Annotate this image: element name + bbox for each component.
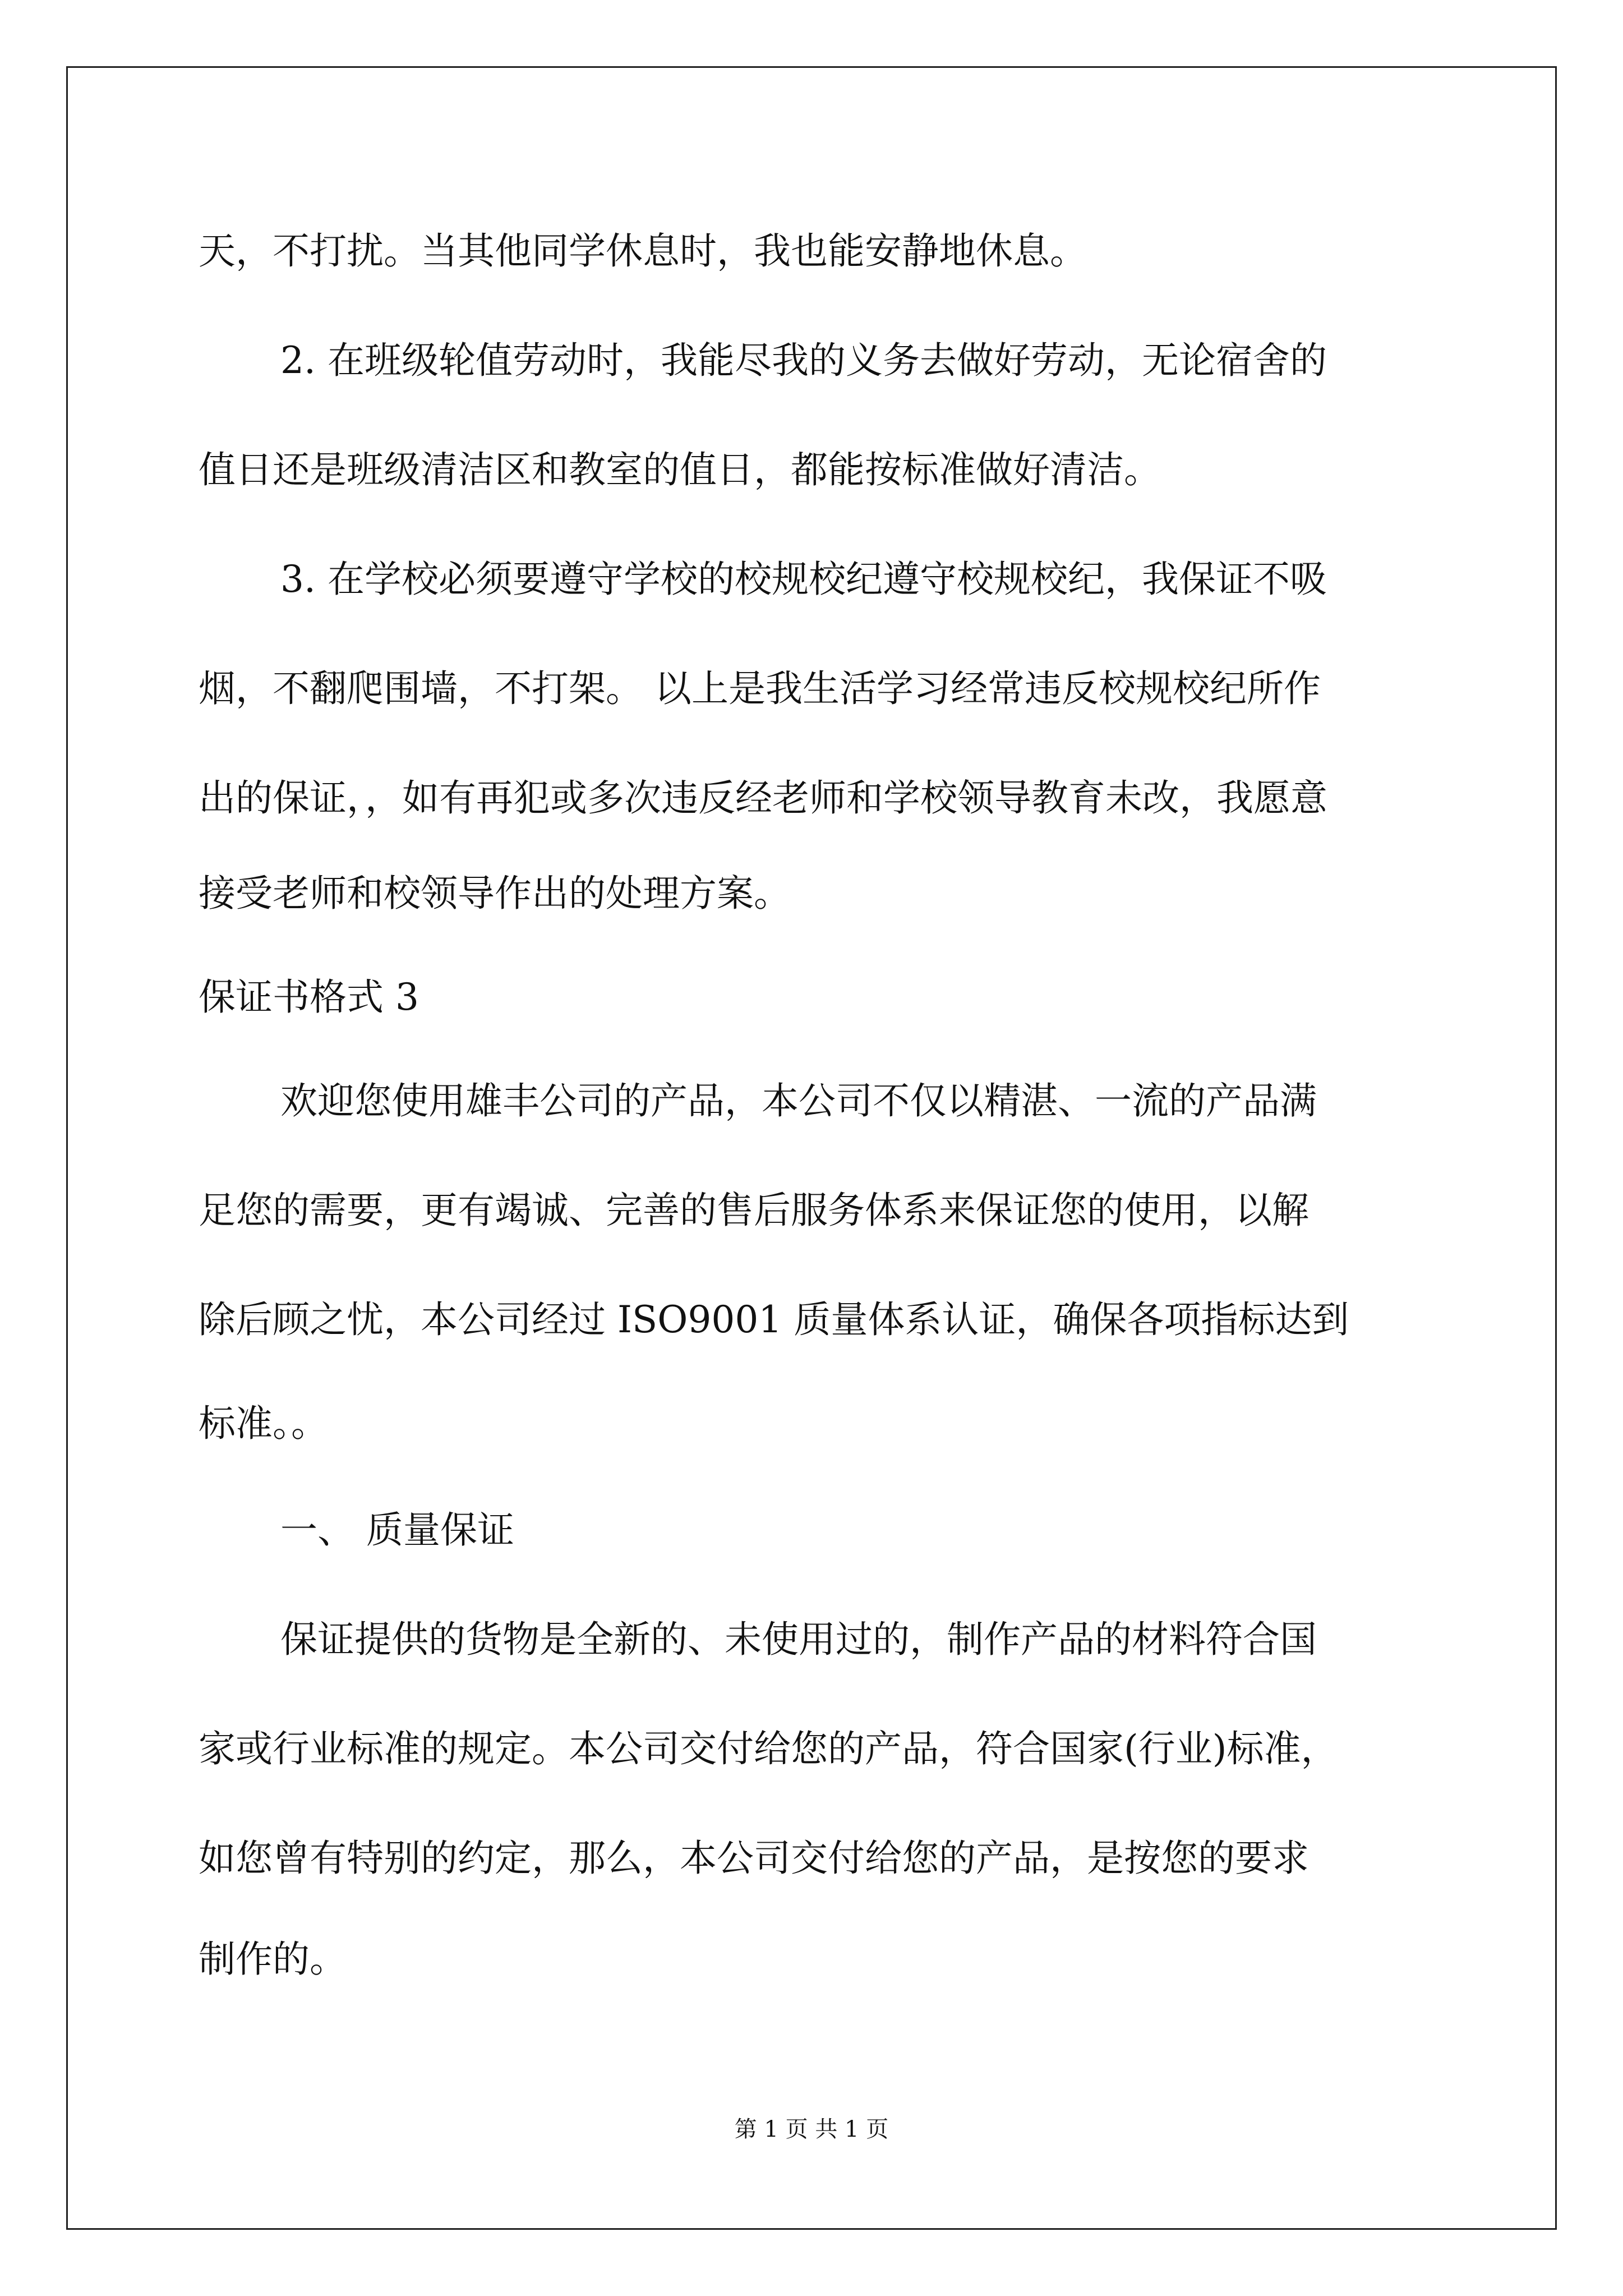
text-line-2: 2. 在班级轮值劳动时，我能尽我的义务去做好劳动，无论宿舍的 bbox=[280, 339, 1327, 382]
text-line-5: 烟，不翻爬围墙，不打架。 以上是我生活学习经常违反校规校纪所作 bbox=[199, 667, 1321, 710]
text-line-10: 足您的需要，更有竭诚、完善的售后服务体系来保证您的使用，以解 bbox=[199, 1189, 1309, 1232]
text-line-15: 家或行业标准的规定。本公司交付给您的产品，符合国家(行业)标准， bbox=[199, 1727, 1338, 1770]
page-number-footer: 第 1 页 共 1 页 bbox=[734, 2116, 889, 2142]
text-line-17: 制作的。 bbox=[199, 1938, 347, 1981]
text-line-12: 标准。。 bbox=[199, 1402, 328, 1445]
text-line-7: 接受老师和校领导作出的处理方案。 bbox=[199, 872, 791, 915]
text-line-9: 欢迎您使用雄丰公司的产品，本公司不仅以精湛、一流的产品满 bbox=[280, 1079, 1317, 1122]
text-line-11: 除后顾之忧，本公司经过 ISO9001 质量体系认证，确保各项指标达到 bbox=[199, 1298, 1349, 1341]
text-line-1: 天，不打扰。当其他同学休息时，我也能安静地休息。 bbox=[199, 229, 1087, 273]
text-line-4: 3. 在学校必须要遵守学校的校规校纪遵守校规校纪，我保证不吸 bbox=[280, 558, 1327, 601]
subheading-quality-guarantee: 一、 质量保证 bbox=[280, 1508, 514, 1552]
section-heading-format-3: 保证书格式 3 bbox=[199, 976, 419, 1019]
text-line-6: 出的保证，，如有再犯或多次违反经老师和学校领导教育未改，我愿意 bbox=[199, 776, 1327, 820]
text-line-14: 保证提供的货物是全新的、未使用过的，制作产品的材料符合国 bbox=[280, 1618, 1317, 1661]
page-border bbox=[66, 66, 1557, 2230]
text-line-16: 如您曾有特别的约定，那么，本公司交付给您的产品，是按您的要求 bbox=[199, 1837, 1309, 1880]
text-line-3: 值日还是班级清洁区和教室的值日，都能按标准做好清洁。 bbox=[199, 448, 1161, 491]
